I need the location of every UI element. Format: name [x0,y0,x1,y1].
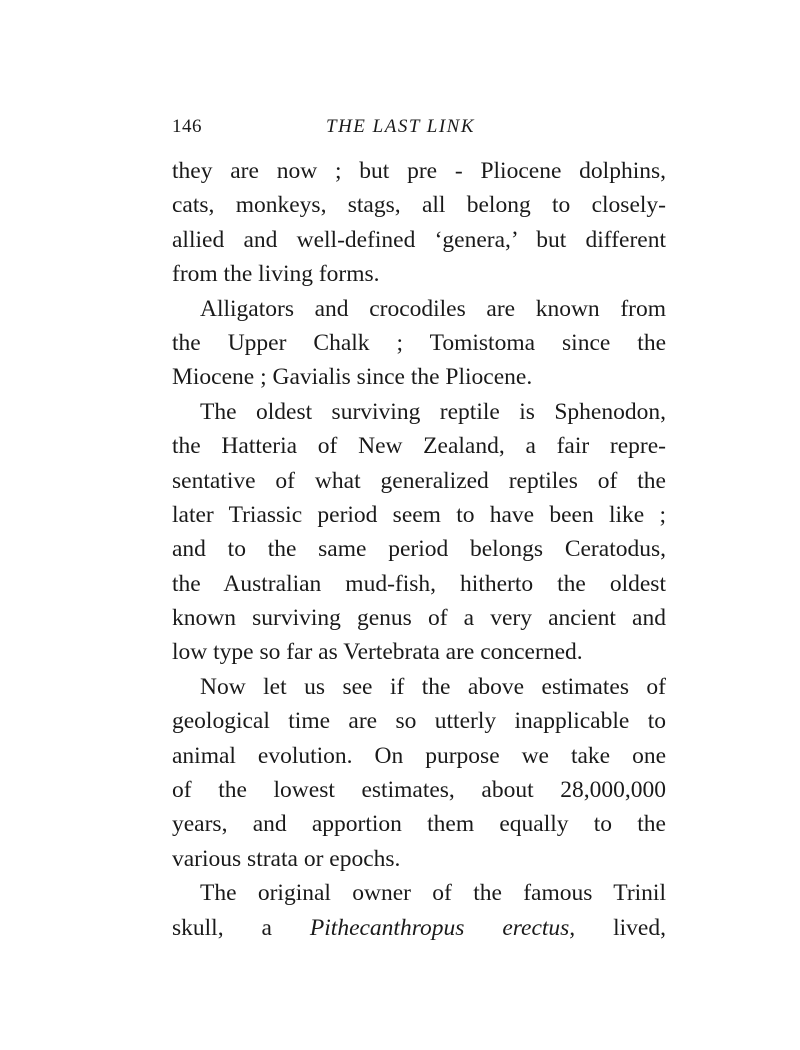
running-title: THE LAST LINK [326,116,476,137]
text-line: cats, monkeys, stags, all belong to closely- [172,192,666,219]
paragraph-first-line: The oldest surviving reptile is Sphenodon, [200,398,666,425]
paragraph-first-line: Alligators and crocodiles are known from [200,295,666,322]
text-line: the Upper Chalk ; Tomistoma since the [172,329,666,356]
line-text-before: skull, a [172,914,310,941]
text-line: of the lowest estimates, about 28,000,000 [172,777,666,804]
text-line: the Hatteria of New Zealand, a fair repre- [172,433,666,460]
paragraph-first-line: Now let us see if the above estimates of [200,673,666,700]
text-line: they are now ; but pre - Pliocene dolphins, [172,158,666,184]
species-name: Pithecanthropus erectus, [309,914,576,941]
text-line: known surviving genus of a very ancient and [172,605,666,632]
text-line: later Triassic period seem to have been like ; [172,501,666,528]
body-text [172,154,666,945]
paragraph-first-line: The original owner of the famous Trinil [200,880,666,907]
page-number: 146 [172,116,202,137]
text-line: sentative of what generalized reptiles of the [172,467,666,494]
text-line-with-italic [172,911,666,945]
text-line: allied and well-defined ‘genera,’ but different [172,226,666,253]
text-line: the Australian mud-fish, hitherto the oldest [172,570,666,597]
text-line: geological time are so utterly inapplicable to [172,708,666,735]
text-line: Miocene ; Gavialis since the Pliocene. [172,364,533,391]
text-line: years, and apportion them equally to the [172,811,666,838]
text-line: and to the same period belongs Ceratodus, [172,536,666,563]
text-line: low type so far as Vertebrata are concerned. [172,639,583,666]
text-line: animal evolution. On purpose we take one [172,742,666,769]
text-line: various strata or epochs. [172,845,401,872]
line-text-after: lived, [575,914,666,941]
text-line: from the living forms. [172,261,380,288]
page-header [172,116,666,140]
